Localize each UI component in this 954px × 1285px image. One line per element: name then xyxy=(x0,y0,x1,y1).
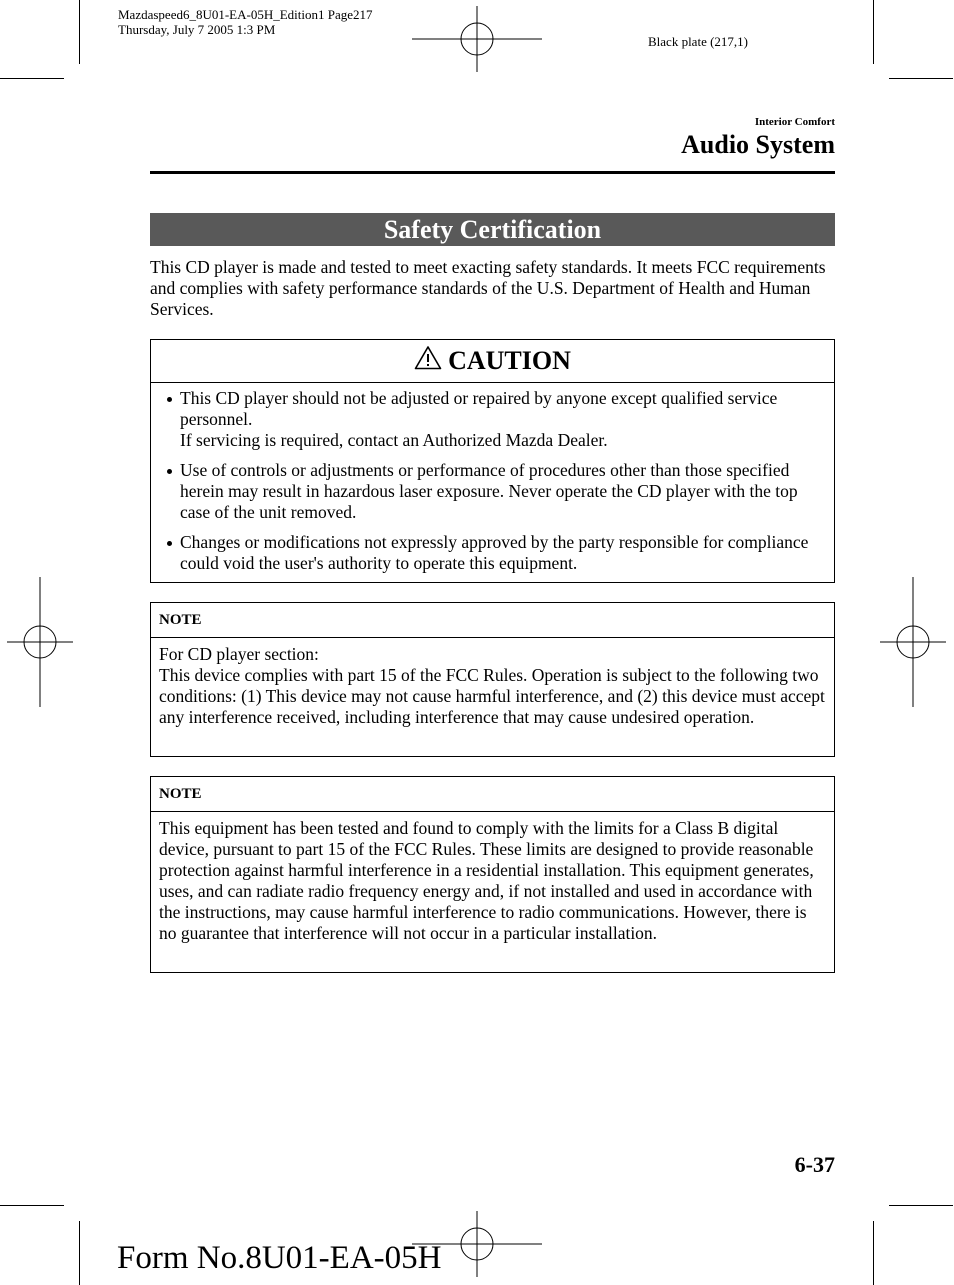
caution-text: This CD player should not be adjusted or repaired by anyone except qualified service personnel. xyxy=(180,388,778,429)
note-text: This equipment has been tested and found to comply with the limits for a Class B digital device, pursuant to part 15 of the FCC Rules. These limits are designed to provide reasonable protection against harmful interference in a residential installation. This equipment generates, uses, and can radiate radio frequency energy and, if not installed and used in accordance with the instructions, may cause harmful interference to radio communications. However, there is no guarantee that interference will not occur in a particular installation. xyxy=(159,818,814,943)
caution-item xyxy=(180,532,820,574)
caution-list xyxy=(151,383,834,574)
registration-mark-right xyxy=(880,577,946,707)
caution-text: Changes or modifications not expressly approved by the party responsible for compliance could void the user's authority to operate this equipment. xyxy=(180,532,809,573)
caution-text: Use of controls or adjustments or performance of procedures other than those specified herein may result in hazardous laser exposure. Never operate the CD player with the top case of the unit removed. xyxy=(180,460,798,522)
crop-mark xyxy=(0,1205,64,1206)
form-number: Form No.8U01-EA-05H xyxy=(117,1240,442,1276)
crop-mark xyxy=(79,0,80,64)
registration-mark-top xyxy=(412,6,542,72)
page-number: 6-37 xyxy=(794,1152,835,1177)
note-text: For CD player section: xyxy=(159,644,319,664)
caution-item xyxy=(180,388,820,451)
warning-triangle-icon xyxy=(414,345,448,377)
note-title: NOTE xyxy=(151,603,834,638)
page-heading: Audio System xyxy=(681,130,835,159)
caution-box xyxy=(150,339,835,583)
plate-label: Black plate (217,1) xyxy=(648,34,748,49)
crop-mark xyxy=(889,1205,953,1206)
note-box xyxy=(150,602,835,757)
note-body xyxy=(151,812,834,944)
section-title-bar: Safety Certification xyxy=(150,213,835,246)
print-meta xyxy=(118,7,373,37)
print-date-line: Thursday, July 7 2005 1:3 PM xyxy=(118,22,276,37)
heading-rule xyxy=(150,171,835,174)
caution-item xyxy=(180,460,820,523)
crop-mark xyxy=(79,1221,80,1285)
print-file-line: Mazdaspeed6_8U01-EA-05H_Edition1 Page217 xyxy=(118,7,373,22)
crop-mark xyxy=(873,1221,874,1285)
section-label: Interior Comfort xyxy=(754,116,835,128)
caution-text: If servicing is required, contact an Authorized Mazda Dealer. xyxy=(180,430,608,450)
crop-mark xyxy=(889,78,953,79)
registration-mark-left xyxy=(7,577,73,707)
intro-paragraph: This CD player is made and tested to meet exacting safety standards. It meets FCC requirements and complies with safety performance standards of the U.S. Department of Health and Human Services. xyxy=(150,257,826,319)
crop-mark xyxy=(873,0,874,64)
note-body xyxy=(151,638,834,728)
crop-mark xyxy=(0,78,64,79)
caution-title: CAUTION xyxy=(448,346,571,375)
note-title: NOTE xyxy=(151,777,834,812)
note-box xyxy=(150,776,835,973)
note-text: This device complies with part 15 of the FCC Rules. Operation is subject to the following two conditions: (1) This device may not cause harmful interference, and (2) this device must accept any interference received, including interference that may cause undesired operation. xyxy=(159,665,825,727)
caution-header xyxy=(151,340,834,383)
